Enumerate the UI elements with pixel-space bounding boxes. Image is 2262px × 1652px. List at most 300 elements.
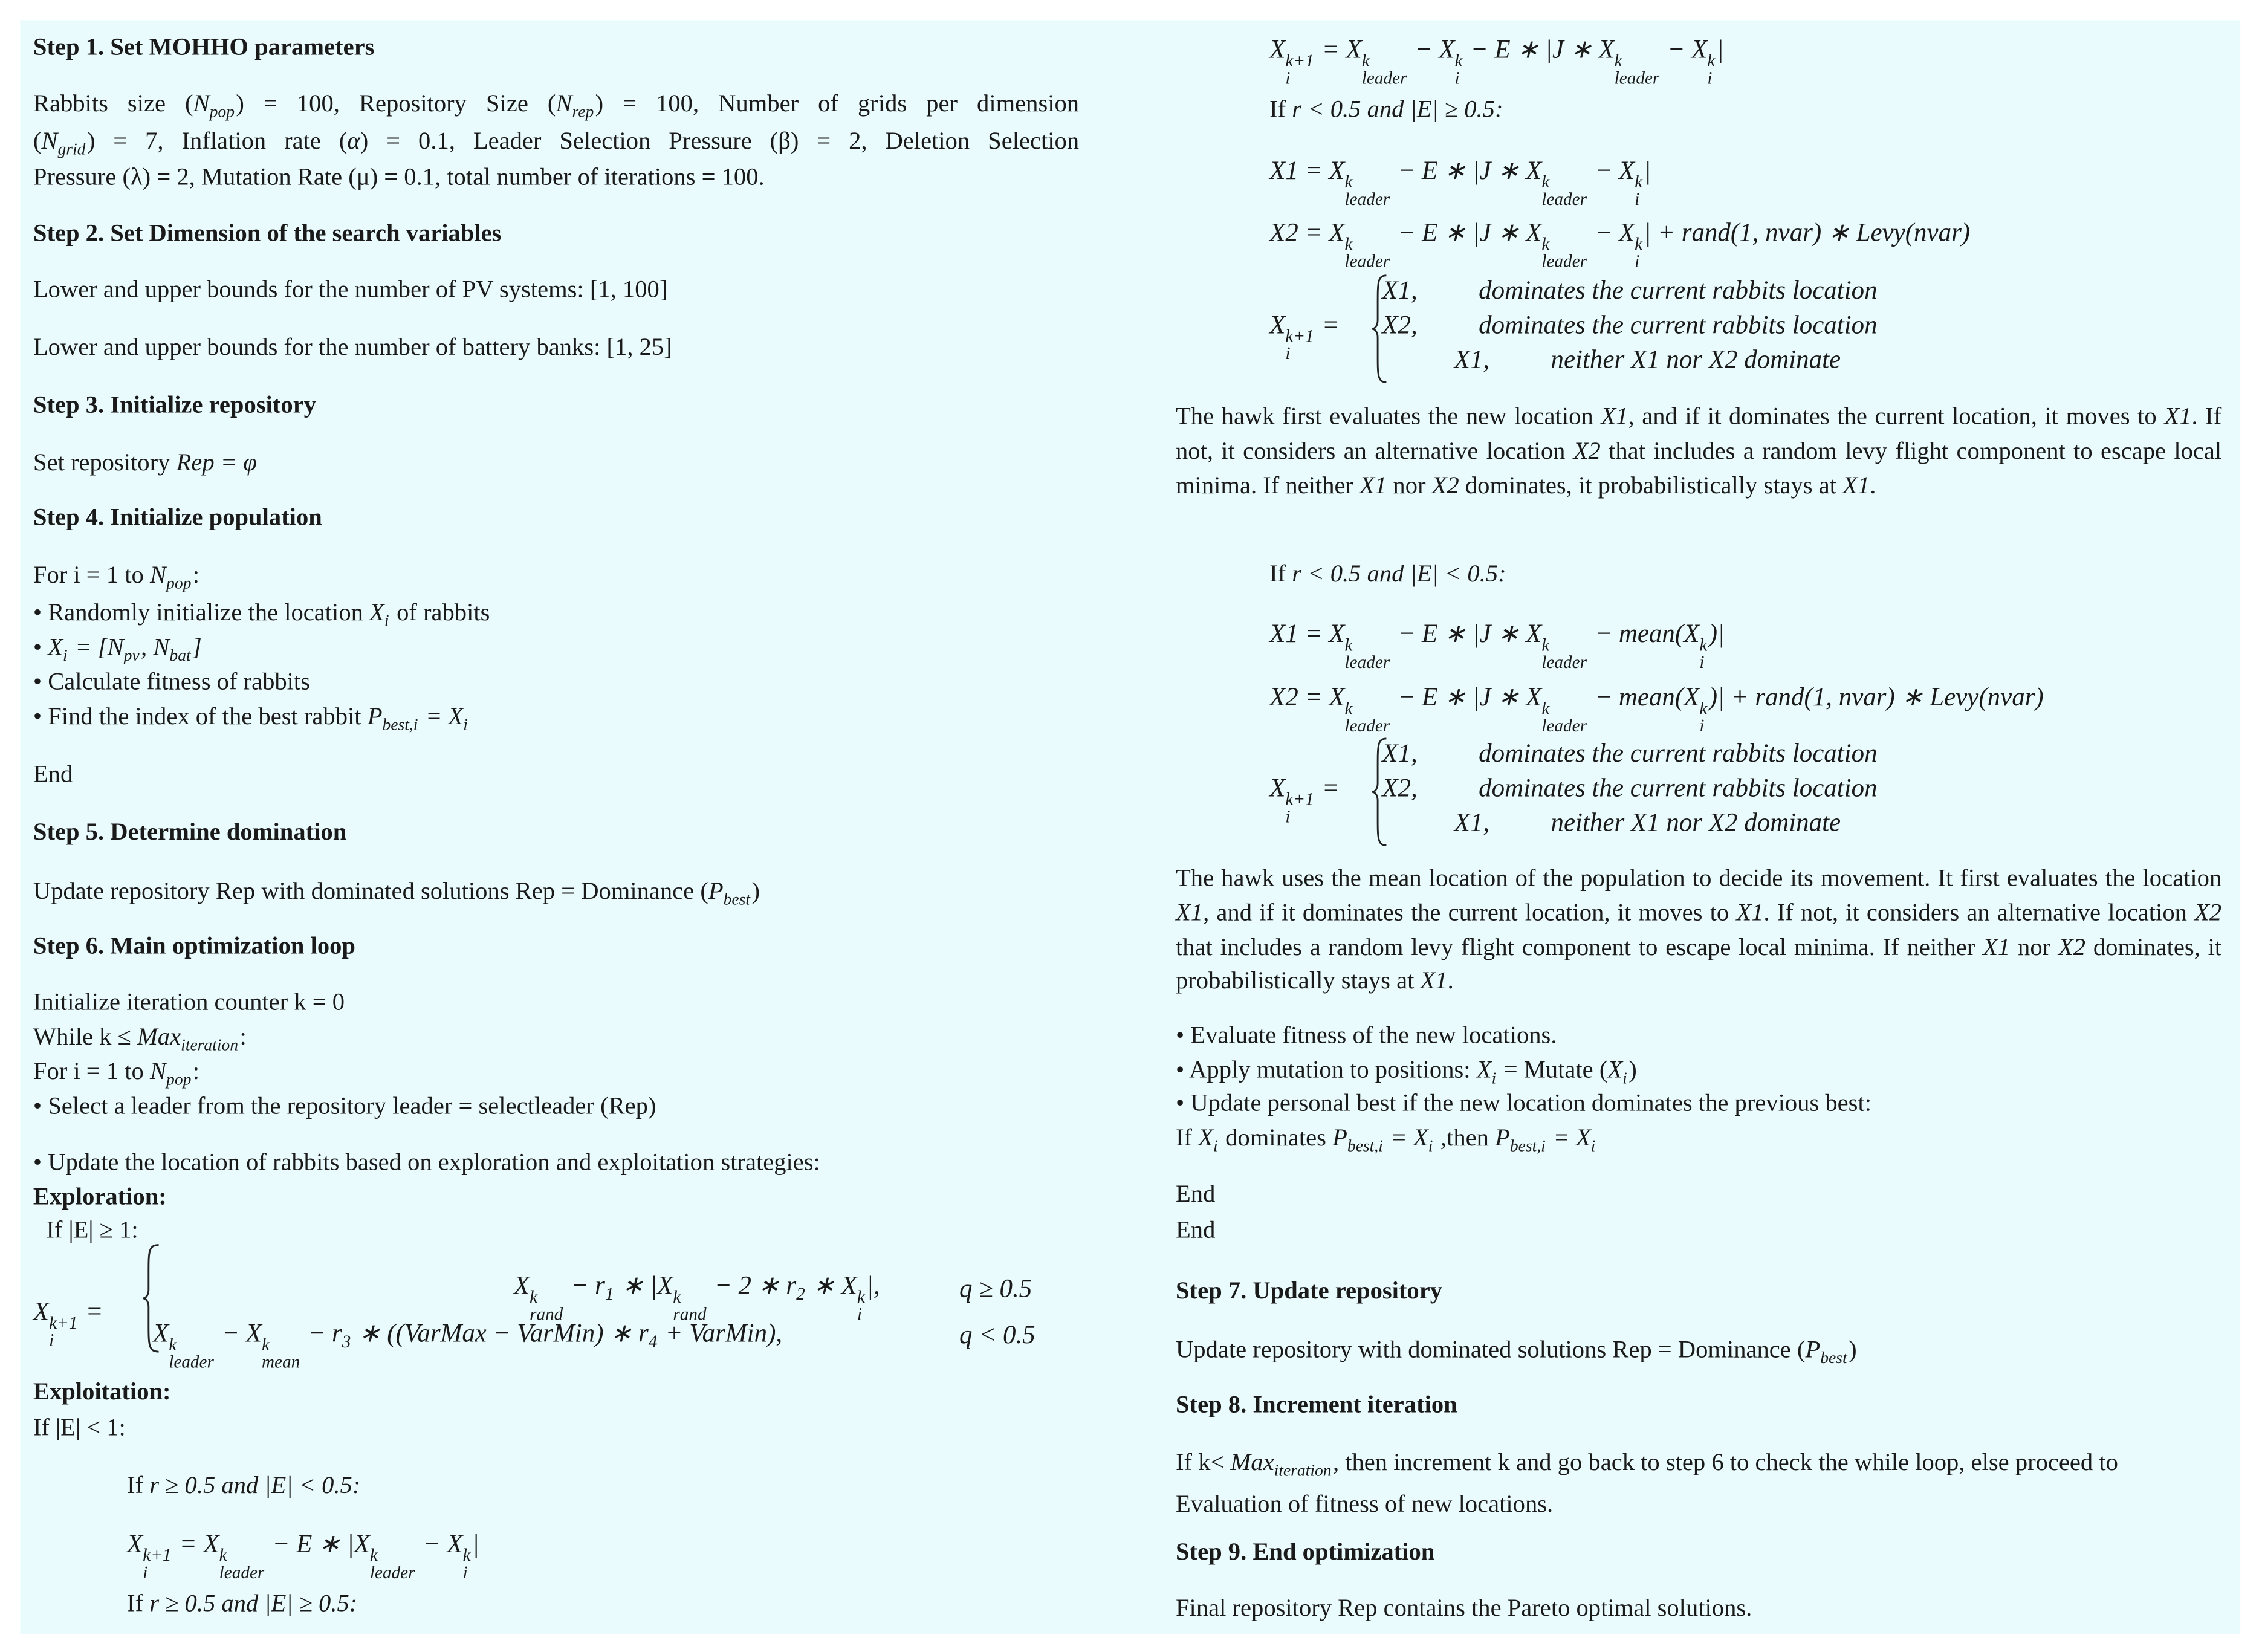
subscript: i	[1635, 188, 1640, 209]
math-symbol: q ≥ 0.5	[959, 1274, 1032, 1303]
exploit-c-x1	[1269, 153, 1651, 208]
step3-text	[33, 445, 257, 480]
sub-superscript	[463, 1546, 471, 1581]
sub-superscript	[1615, 51, 1660, 86]
text-run: If	[127, 1471, 150, 1499]
math-symbol: − X	[1661, 34, 1708, 64]
superscript: k	[1344, 697, 1353, 718]
text-run: • Update personal best if the new location dominates the previous best:	[1175, 1089, 1872, 1117]
math-symbol: X k+1 i	[1269, 773, 1314, 826]
text-run: Step 9. End optimization	[1175, 1538, 1435, 1566]
math-symbol: , N	[141, 633, 170, 661]
superscript: k	[1614, 50, 1622, 70]
text-run: The hawk first evaluates the new location	[1175, 402, 1601, 430]
text-run: • Evaluate fitness of the new locations.	[1175, 1021, 1557, 1049]
math-symbol: X1,	[1454, 345, 1490, 374]
text-run: End	[33, 760, 73, 788]
superscript: k	[219, 1544, 227, 1565]
exploration-condition	[46, 1213, 138, 1248]
text-run: nor	[1387, 471, 1432, 499]
math-symbol: ∗ X	[806, 1271, 857, 1300]
subscript: leader	[169, 1351, 214, 1372]
subscript: i	[1285, 343, 1291, 363]
subscript: rep	[572, 102, 594, 121]
text-run: ) = 0.1, Leader Selection Pressure (β) = 2, Deletion Selection	[360, 127, 1080, 155]
text-run: Step 6. Main optimization loop	[33, 931, 355, 960]
math-symbol: Max$_{iteration}$	[1230, 1448, 1332, 1480]
math-symbol: $N_{pop}$	[149, 1057, 192, 1089]
math-symbol: = X	[419, 702, 464, 730]
math-symbol	[1344, 682, 1392, 736]
math-symbol: dominates the current rabbits location	[1479, 275, 1878, 305]
text-run: dominates	[1219, 1124, 1333, 1152]
superscript: k	[1635, 170, 1643, 192]
text-run: )	[1628, 1055, 1637, 1084]
text-run: Initialize iteration counter k = 0	[33, 988, 345, 1016]
text-run: Exploration:	[33, 1182, 167, 1211]
step8-text	[1176, 1445, 2200, 1520]
text-run: dominates, it probabilistically stays at	[1175, 933, 2222, 995]
math-symbol	[796, 1271, 806, 1305]
subscript: iteration	[181, 1035, 239, 1055]
math-symbol: − mean(X	[1588, 682, 1700, 711]
text-run: End	[1175, 1180, 1216, 1208]
math-symbol: |	[1644, 155, 1651, 185]
subscript: leader	[1344, 715, 1390, 736]
text-run: that includes a random levy flight component to escape local minima. If neither	[1175, 933, 1983, 960]
superscript: k	[1344, 170, 1353, 192]
math-symbol	[261, 1318, 302, 1372]
math-symbol: )| + rand(1, nvar) ∗ Levy(nvar)	[1708, 682, 2044, 711]
bullet-evaluate	[1176, 1019, 1557, 1053]
math-symbol: X1	[1601, 402, 1628, 430]
text-run: If	[1269, 95, 1292, 123]
text-run: • Select a leader from the repository leader = selectleader (Rep)	[33, 1092, 656, 1119]
superscript: k	[1344, 233, 1353, 253]
math-symbol: − E ∗ |X	[265, 1529, 370, 1558]
text-run: , and if it dominates the current location, it moves to	[1203, 898, 1737, 926]
subscript: best	[1820, 1349, 1847, 1368]
text-run: :	[239, 1023, 247, 1051]
sub-superscript	[219, 1546, 265, 1581]
math-symbol: $P_{best}$	[1805, 1335, 1847, 1368]
exploitation-heading	[33, 1375, 171, 1409]
text-run: For i = 1 to	[33, 1057, 150, 1085]
text-run: nor	[2010, 933, 2058, 960]
math-symbol	[342, 1318, 352, 1352]
sub-superscript	[857, 1288, 865, 1323]
math-symbol	[1361, 34, 1408, 88]
text-run: Pressure (λ) = 2, Mutation Rate (μ) = 0.1, total number of iterations = 100.	[33, 163, 765, 191]
math-symbol	[1541, 156, 1588, 209]
math-symbol: X2	[1573, 436, 1601, 464]
math-symbol: X1 = X	[1269, 155, 1345, 185]
subscript: leader	[1344, 652, 1390, 672]
math-symbol: | + rand(1, nvar) ∗ Levy(nvar)	[1644, 218, 1971, 247]
battery-bounds	[33, 331, 672, 365]
case-x2	[1382, 307, 1417, 342]
math-symbol: Max$_{iteration}$	[137, 1023, 239, 1055]
math-symbol: X1 = X	[1269, 618, 1345, 648]
text-run: Exploitation:	[33, 1378, 171, 1405]
cases-lhs	[1269, 307, 1340, 362]
math-symbol: − mean(X	[1588, 618, 1700, 648]
case-x1	[1382, 273, 1417, 307]
math-symbol: X1	[1983, 933, 2011, 960]
step6-init	[33, 985, 345, 1020]
math-symbol: α	[347, 127, 360, 155]
case-neither	[1551, 342, 1841, 377]
superscript: k	[673, 1286, 681, 1306]
text-run: If	[127, 1589, 150, 1618]
math-symbol: X k+1 i	[127, 1529, 172, 1582]
sub-superscript	[1541, 635, 1587, 670]
exploitation-condition	[33, 1411, 126, 1445]
math-symbol: X1	[1736, 898, 1764, 926]
superscript: k	[1541, 633, 1550, 655]
text-run: Step 1. Set MOHHO parameters	[33, 33, 375, 61]
algorithm-panel	[20, 20, 2240, 1634]
math-symbol	[1699, 682, 1708, 736]
subscript: iteration	[1274, 1461, 1332, 1480]
case-x2	[1382, 770, 1417, 805]
math-symbol: − r	[564, 1271, 605, 1300]
math-symbol	[1590, 1124, 1597, 1156]
sub-superscript	[1345, 699, 1390, 734]
superscript: k	[369, 1544, 378, 1565]
math-symbol: $X_i$	[1476, 1055, 1497, 1088]
sub-superscript	[1345, 235, 1390, 270]
step5-text	[33, 874, 760, 918]
subscript: leader	[1541, 188, 1587, 209]
text-run: (	[33, 127, 42, 155]
superscript: k	[1699, 697, 1708, 718]
sub-superscript	[1362, 51, 1407, 86]
math-symbol: $P_{best,i}$	[1332, 1124, 1383, 1156]
math-symbol	[219, 1529, 266, 1582]
math-symbol: ∗ ((VarMax − VarMin) ∗ r	[352, 1318, 649, 1347]
math-symbol: X2	[2194, 898, 2222, 926]
math-symbol: X1,	[1382, 275, 1418, 305]
step4-end	[33, 757, 73, 792]
text-run: Step 5. Determine domination	[33, 818, 347, 846]
text-run: If |E| < 1:	[33, 1413, 126, 1442]
math-symbol	[673, 1271, 708, 1324]
step9-text	[1176, 1591, 1752, 1625]
sub-superscript	[49, 1314, 77, 1349]
math-symbol: = X	[1384, 1124, 1428, 1152]
subscript: 3	[342, 1332, 351, 1352]
subscript: mean	[261, 1351, 300, 1372]
superscript: k	[530, 1286, 538, 1306]
subscript: i	[143, 1561, 148, 1582]
math-symbol: r < 0.5 and |E| ≥ 0.5:	[1292, 95, 1503, 123]
text-run: ) = 100, Repository Size (	[236, 89, 556, 117]
exploration-case-2	[153, 1315, 782, 1370]
math-symbol: X k+1 i	[1269, 34, 1314, 88]
superscript: k	[1699, 633, 1708, 655]
math-symbol	[369, 1529, 416, 1582]
subscript: leader	[1541, 652, 1587, 672]
text-run: The hawk uses the mean location of the population to decide its movement. It first evaluates the location	[1175, 864, 2222, 892]
subscript: leader	[1344, 250, 1390, 271]
text-run: :	[192, 1057, 200, 1085]
math-symbol	[1541, 218, 1588, 271]
math-symbol: − X	[416, 1529, 463, 1558]
sub-superscript	[1285, 327, 1314, 362]
sub-superscript	[1699, 635, 1707, 670]
step9-heading	[1176, 1535, 1434, 1569]
superscript: k+1	[1285, 50, 1314, 70]
math-symbol: X k leader	[152, 1318, 214, 1372]
math-symbol: $P_{best,i}$	[367, 702, 418, 734]
math-symbol: X k+1 i	[1269, 310, 1314, 363]
text-run: If |E| ≥ 1:	[46, 1216, 138, 1244]
subscript: best	[723, 890, 751, 909]
text-run: Step 2. Set Dimension of the search variables	[33, 219, 502, 247]
text-run: Final repository Rep contains the Pareto optimal solutions.	[1175, 1594, 1752, 1622]
math-symbol: $P_{best,i}$	[1495, 1124, 1546, 1156]
math-symbol: )|	[1708, 618, 1725, 648]
superscript: k	[1635, 233, 1643, 253]
math-symbol: − X	[1588, 218, 1635, 247]
math-symbol: ∗ |X	[615, 1271, 673, 1300]
case-x1-fallback	[1454, 342, 1489, 377]
superscript: k	[462, 1544, 471, 1565]
subscript: 2	[796, 1284, 805, 1305]
math-symbol: =	[79, 1297, 103, 1326]
exploration-lhs	[33, 1294, 103, 1349]
text-run: Lower and upper bounds for the number of PV systems: [1, 100]	[33, 275, 668, 303]
text-run: ,then	[1434, 1124, 1496, 1152]
math-symbol: X1,	[1382, 738, 1418, 768]
subscript: leader	[219, 1561, 265, 1582]
step6-heading	[33, 929, 355, 964]
superscript: k	[169, 1333, 177, 1354]
subscript: i	[384, 611, 389, 630]
math-symbol: X1,	[1454, 808, 1490, 837]
math-symbol: − r	[301, 1318, 342, 1347]
superscript: k+1	[1285, 788, 1314, 809]
text-run: •	[33, 633, 48, 661]
math-symbol: r ≥ 0.5 and |E| ≥ 0.5:	[149, 1589, 358, 1618]
math-symbol	[1541, 682, 1588, 736]
subscript: leader	[1541, 715, 1587, 736]
math-symbol: $X_i$	[369, 598, 389, 630]
text-run: End	[1175, 1216, 1216, 1244]
math-symbol: X2,	[1382, 773, 1418, 802]
math-symbol: − 2 ∗ r	[707, 1271, 797, 1300]
exploit-soft-besiege-equation	[127, 1526, 479, 1581]
math-symbol	[1635, 218, 1644, 271]
case-dominates-1	[1479, 736, 1877, 770]
subscript: leader	[369, 1561, 415, 1582]
math-symbol: = X	[1547, 1124, 1591, 1152]
step1-heading	[33, 30, 375, 65]
sub-superscript	[1345, 635, 1390, 670]
subscript: best,i	[1509, 1136, 1546, 1156]
text-run: , and if it dominates the current location, it moves to	[1628, 402, 2165, 430]
text-run: of rabbits	[390, 598, 490, 626]
superscript: k	[1541, 233, 1550, 253]
text-run: ) = 100, Number of grids per dimension	[595, 89, 1080, 117]
case-dominates-1	[1479, 273, 1877, 307]
subscript: pop	[166, 1070, 192, 1089]
subscript: pop	[209, 102, 235, 121]
math-symbol: dominates the current rabbits location	[1479, 773, 1878, 802]
case-dominates-2	[1479, 307, 1877, 342]
math-symbol: = X	[172, 1529, 219, 1558]
subscript: i	[1454, 67, 1460, 88]
step7-heading	[1176, 1274, 1442, 1308]
case-x1-fallback	[1454, 805, 1489, 840]
math-symbol	[1707, 34, 1716, 88]
math-symbol: dominates the current rabbits location	[1479, 310, 1878, 339]
step3-heading	[33, 388, 316, 423]
superscript: k	[1361, 50, 1370, 70]
math-symbol: X2	[1431, 471, 1459, 499]
sub-superscript	[1285, 790, 1314, 825]
math-symbol: − X	[1408, 34, 1455, 64]
exploration-heading	[33, 1180, 167, 1214]
exploit-c-x2	[1269, 215, 1970, 270]
step6-update-location	[33, 1145, 820, 1180]
subscript: grid	[57, 140, 86, 159]
math-symbol	[857, 1271, 866, 1324]
math-symbol	[463, 702, 469, 734]
text-run: )	[1849, 1335, 1857, 1364]
text-run: )	[751, 876, 760, 905]
math-symbol	[648, 1318, 659, 1352]
math-symbol: ]	[192, 633, 202, 661]
math-symbol: X2	[2058, 933, 2086, 960]
text-run: .	[1447, 967, 1454, 995]
math-symbol: r < 0.5 and |E| < 0.5:	[1292, 559, 1506, 588]
exploit-soft-besiege-condition	[127, 1468, 360, 1503]
text-run: Step 7. Update repository	[1175, 1277, 1443, 1304]
text-run: While k ≤	[33, 1023, 138, 1051]
text-run: .	[1870, 471, 1876, 499]
math-symbol: =	[1315, 310, 1340, 339]
superscript: k	[1541, 697, 1550, 718]
text-run: . If not, it considers an alternative location	[1175, 402, 2222, 464]
math-symbol: X k rand	[513, 1271, 563, 1324]
subscript: leader	[1344, 188, 1390, 209]
step8-heading	[1176, 1388, 1457, 1422]
subscript: bat	[169, 646, 191, 666]
subscript: leader	[1614, 67, 1660, 88]
subscript: rand	[673, 1303, 707, 1324]
end-inner	[1176, 1177, 1215, 1211]
paragraph-hawk-strategy-2	[1176, 861, 2221, 999]
math-symbol: |	[1716, 34, 1724, 64]
text-run: :	[192, 561, 200, 589]
subscript: i	[1699, 652, 1705, 672]
sub-superscript	[1635, 172, 1642, 207]
text-run: If k<	[1175, 1448, 1231, 1476]
exploit-c-condition	[1269, 92, 1503, 127]
text-run: . If not, it considers an alternative location	[1763, 898, 2195, 926]
text-run: • Calculate fitness of rabbits	[33, 667, 311, 696]
math-symbol: = [N	[69, 633, 124, 661]
exploration-condition-1	[959, 1271, 1032, 1306]
math-symbol: − E ∗ |J ∗ X	[1391, 618, 1542, 648]
math-symbol: dominates the current rabbits location	[1479, 738, 1878, 768]
math-symbol	[1699, 619, 1708, 672]
math-symbol: X2 = X	[1269, 682, 1345, 711]
exploration-condition-2	[959, 1317, 1035, 1352]
sub-superscript	[1285, 51, 1314, 86]
subscript: i	[857, 1303, 862, 1324]
math-symbol: − X	[215, 1318, 262, 1347]
subscript: i	[1428, 1136, 1433, 1156]
superscript: k	[1344, 633, 1353, 655]
math-symbol: − E ∗ |J ∗ X	[1391, 218, 1542, 247]
math-symbol	[462, 1529, 472, 1582]
subscript: 4	[648, 1332, 658, 1352]
subscript: i	[63, 646, 68, 666]
subscript: i	[1590, 1136, 1596, 1156]
text-run: If	[1269, 559, 1292, 588]
math-symbol: $N_{grid}$	[41, 127, 86, 159]
superscript: k+1	[143, 1544, 172, 1565]
math-symbol: $P_{best}$	[708, 876, 751, 909]
text-run: , then increment k and go back to step 6 to check the while loop, else proceed to Evaluation of fitness of new locations.	[1175, 1448, 2118, 1518]
subscript: i	[462, 1561, 468, 1582]
math-symbol: X2,	[1382, 310, 1418, 339]
superscript: k	[1707, 50, 1716, 70]
math-symbol	[123, 633, 141, 666]
step4-heading	[33, 500, 322, 535]
subscript: i	[1285, 806, 1291, 826]
subscript: best,i	[382, 715, 418, 734]
math-symbol: − E ∗ |J ∗ X	[1391, 155, 1542, 185]
case-x1	[1382, 736, 1417, 770]
superscript: k+1	[1285, 325, 1314, 346]
text-run: For i = 1 to	[33, 561, 150, 589]
math-symbol	[1344, 619, 1392, 672]
sub-superscript	[1635, 235, 1642, 270]
text-run: = Mutate (	[1497, 1055, 1608, 1084]
math-symbol	[169, 633, 192, 666]
text-run: Set repository	[33, 449, 177, 476]
math-symbol: X1	[1359, 471, 1387, 499]
subscript: i	[1491, 1069, 1497, 1088]
math-symbol: r ≥ 0.5 and |E| < 0.5:	[149, 1471, 361, 1499]
math-symbol: X1	[1420, 967, 1448, 995]
text-run: ) = 7, Inflation rate (	[86, 127, 348, 155]
step2-heading	[33, 216, 502, 251]
step1-params-line1	[33, 86, 1079, 130]
text-run: Lower and upper bounds for the number of battery banks: [1, 25]	[33, 333, 672, 361]
subscript: i	[463, 715, 468, 734]
subscript: leader	[1541, 250, 1587, 271]
math-symbol	[1344, 156, 1392, 209]
end-outer	[1176, 1213, 1215, 1248]
subscript: i	[1699, 715, 1705, 736]
exploit-d-condition	[1269, 557, 1506, 591]
math-symbol: X k+1 i	[33, 1297, 78, 1350]
step4-bullet	[33, 665, 310, 699]
math-symbol: X2 = X	[1269, 218, 1345, 247]
math-symbol	[1635, 156, 1644, 209]
text-run: Update repository Rep with dominated solutions Rep = Dominance (	[33, 876, 708, 905]
exploit-d-x2	[1269, 679, 2044, 734]
exploit-hard-besiege-condition	[127, 1587, 357, 1621]
subscript: i	[1213, 1136, 1218, 1156]
case-neither	[1551, 805, 1841, 840]
subscript: pv	[123, 646, 140, 666]
